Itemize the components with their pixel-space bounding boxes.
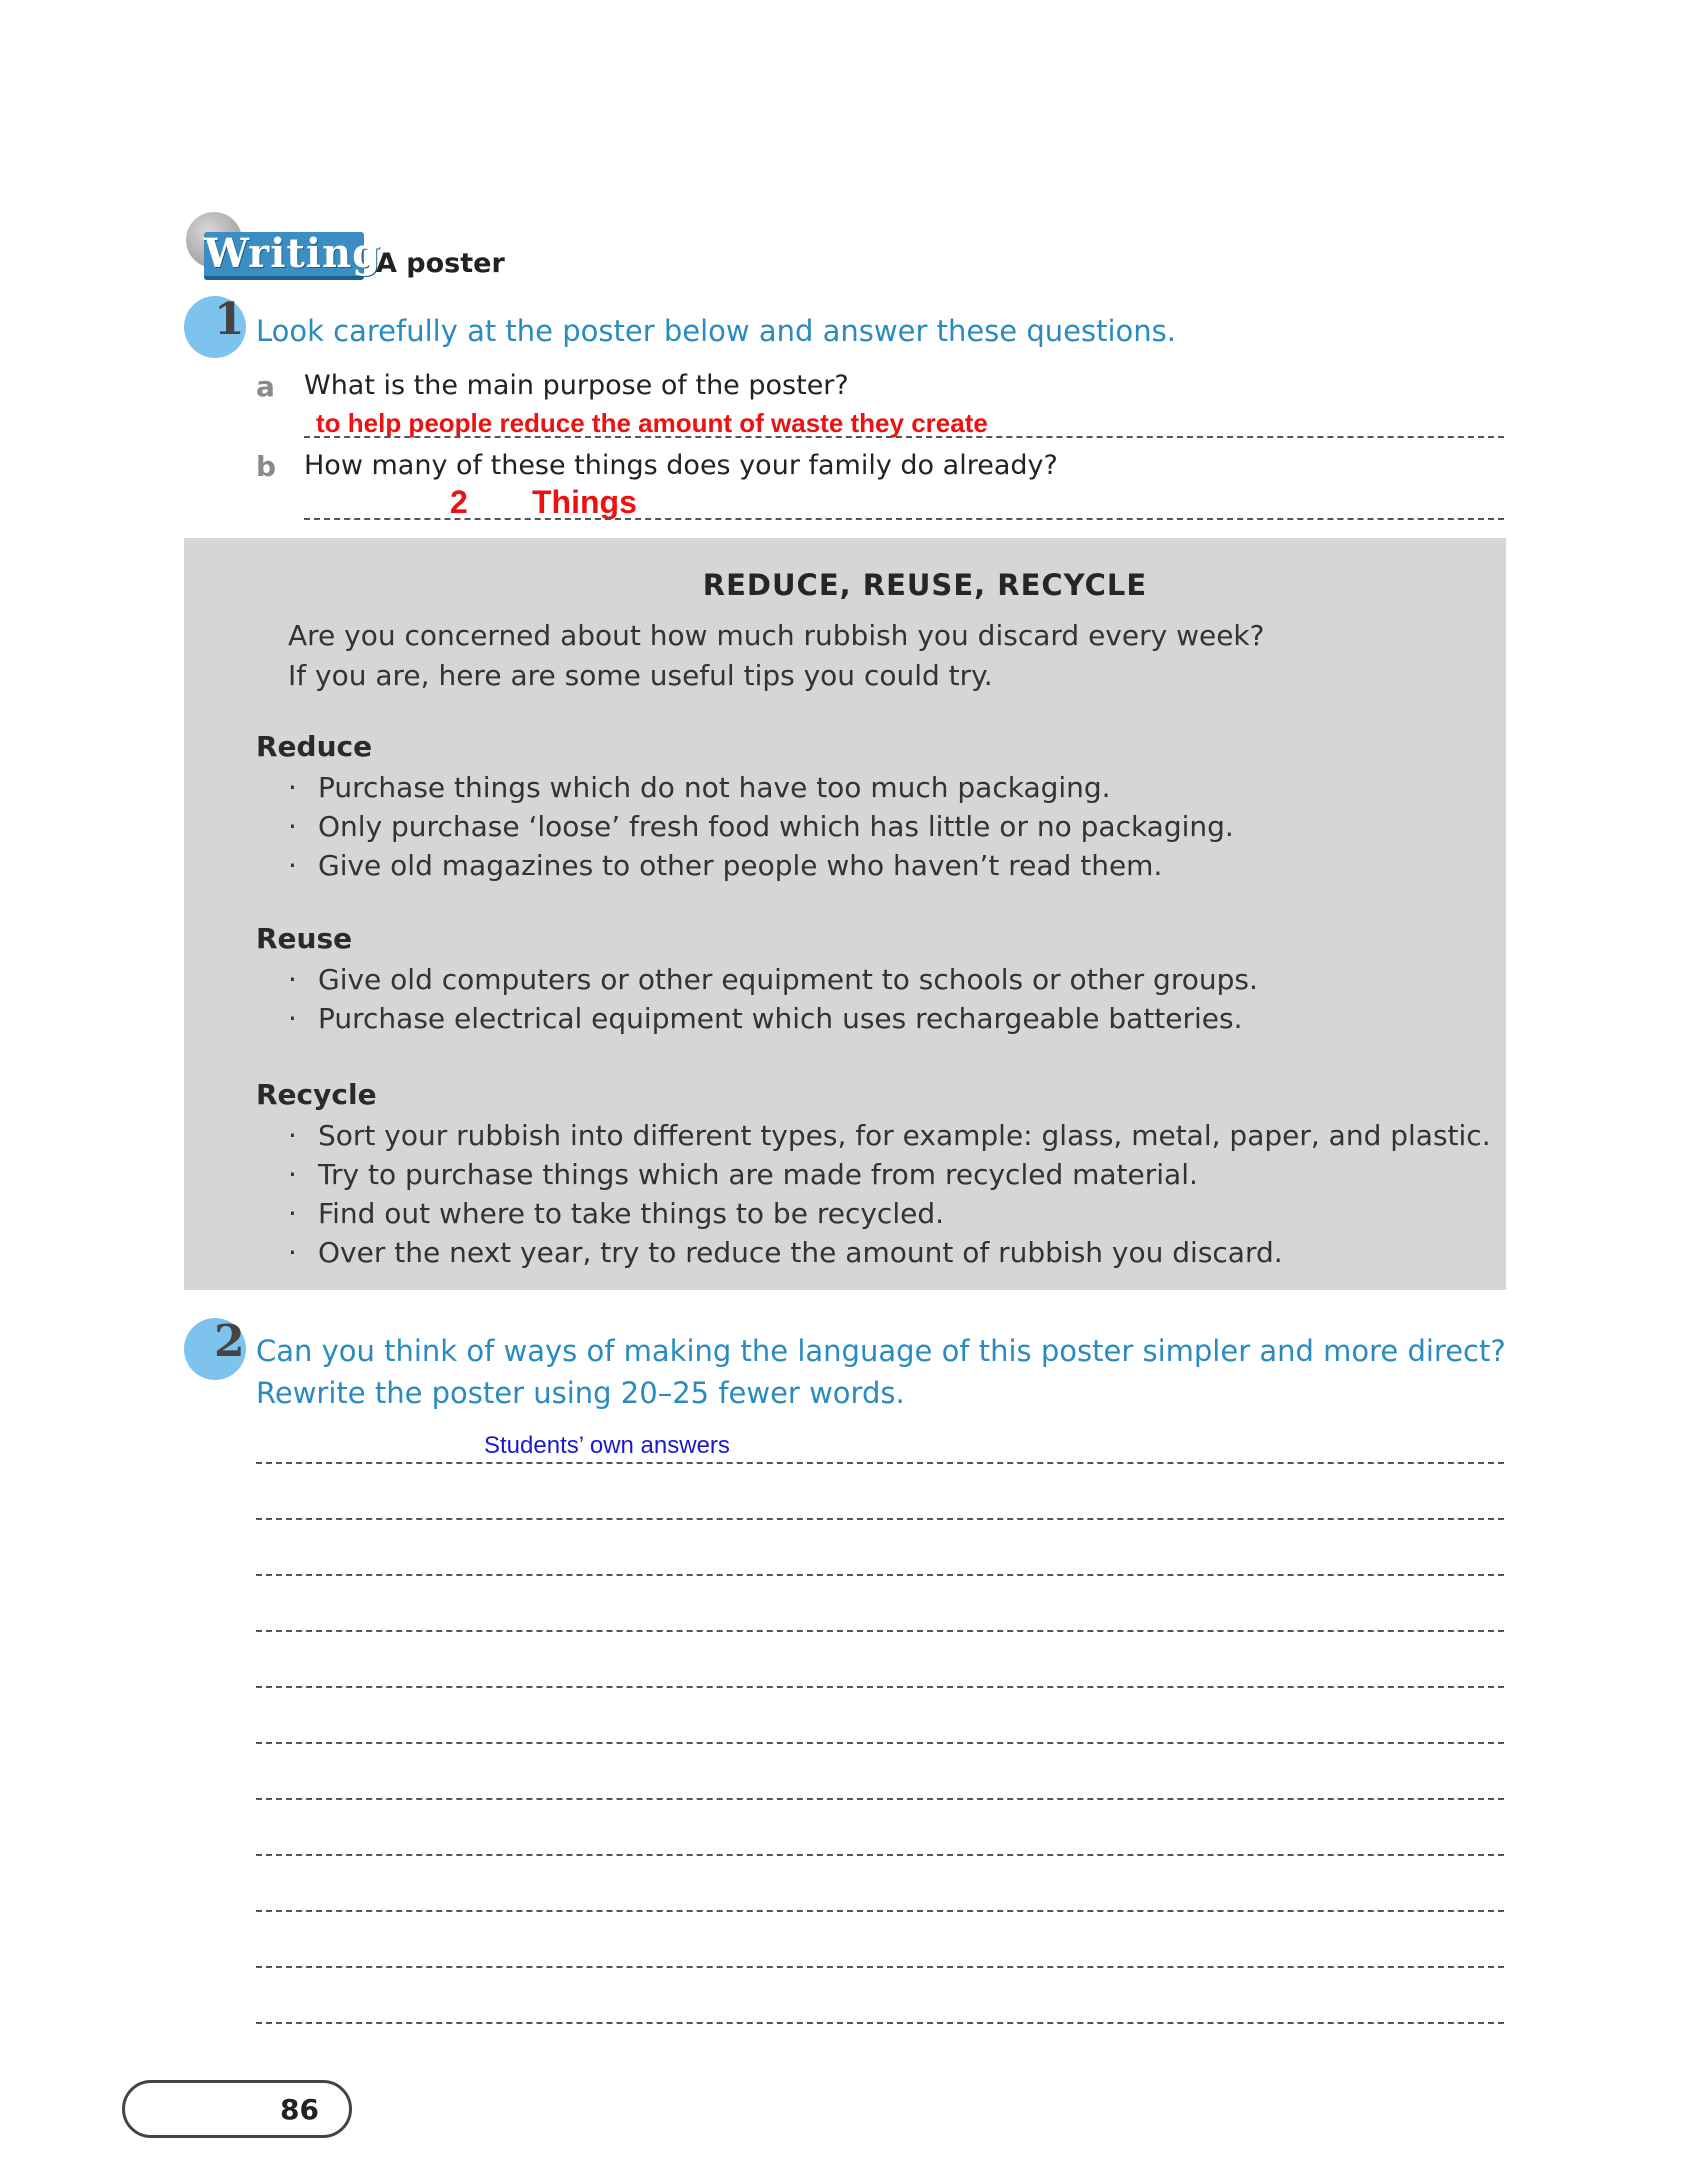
list-item: · Sort your rubbish into different types, for example: glass, metal, paper, and plastic.	[288, 1116, 1491, 1155]
list-item: · Give old computers or other equipment to schools or other groups.	[288, 960, 1258, 999]
list-item: · Try to purchase things which are made from recycled material.	[288, 1155, 1491, 1194]
writing-line[interactable]	[256, 1966, 1504, 1968]
writing-line[interactable]	[256, 1574, 1504, 1576]
poster-title: REDUCE, REUSE, RECYCLE	[702, 568, 1148, 602]
writing-line[interactable]	[256, 1630, 1504, 1632]
reuse-list	[288, 960, 1258, 1038]
question-a-letter: a	[256, 370, 275, 403]
question-b-letter: b	[256, 450, 277, 483]
writing-line[interactable]	[256, 1462, 1504, 1464]
writing-line[interactable]	[256, 1910, 1504, 1912]
answer-line-b	[304, 518, 1504, 520]
poster-intro-line-2: If you are, here are some useful tips you could try.	[288, 659, 993, 692]
poster-intro-line-1: Are you concerned about how much rubbish you discard every week?	[288, 619, 1265, 652]
task-2-heading	[256, 1330, 1506, 1414]
page-number: 86	[280, 2093, 319, 2126]
task-1-heading: Look carefully at the poster below and answer these questions.	[256, 314, 1176, 348]
list-item: · Give old magazines to other people who haven’t read them.	[288, 846, 1234, 885]
list-item: · Only purchase ‘loose’ fresh food which has little or no packaging.	[288, 807, 1234, 846]
section-title: A poster	[376, 248, 505, 279]
recycle-list	[288, 1116, 1491, 1272]
question-b-text: How many of these things does your family do already?	[304, 450, 1058, 481]
reduce-heading: Reduce	[256, 730, 373, 763]
writing-line[interactable]	[256, 1518, 1504, 1520]
writing-line[interactable]	[256, 1798, 1504, 1800]
writing-line[interactable]	[256, 1742, 1504, 1744]
list-item: · Over the next year, try to reduce the amount of rubbish you discard.	[288, 1233, 1491, 1272]
question-a-answer[interactable]: to help people reduce the amount of waste they create	[316, 408, 988, 438]
recycle-heading: Recycle	[256, 1078, 377, 1111]
writing-line[interactable]	[256, 2022, 1504, 2024]
writing-section-logo	[186, 212, 382, 280]
poster-intro	[288, 616, 1265, 696]
logo-text: Writing	[204, 230, 382, 277]
task-2-badge	[184, 1318, 248, 1382]
task-number: 2	[214, 1316, 245, 1367]
question-b-answer-number[interactable]: 2	[450, 484, 468, 520]
list-item: · Purchase things which do not have too much packaging.	[288, 768, 1234, 807]
writing-line[interactable]	[256, 1854, 1504, 1856]
list-item: · Purchase electrical equipment which uses rechargeable batteries.	[288, 999, 1258, 1038]
task-2-heading-line-1: Can you think of ways of making the language of this poster simpler and more direct?	[256, 1334, 1506, 1368]
reuse-heading: Reuse	[256, 922, 353, 955]
poster-box	[184, 538, 1506, 1290]
task-2-answer[interactable]: Students’ own answers	[484, 1432, 730, 1459]
task-2-heading-line-2: Rewrite the poster using 20–25 fewer words.	[256, 1376, 905, 1410]
task-number: 1	[214, 294, 245, 345]
answer-line-a	[304, 436, 1504, 438]
list-item: · Find out where to take things to be recycled.	[288, 1194, 1491, 1233]
page-number-pill	[122, 2080, 352, 2138]
reduce-list	[288, 768, 1234, 885]
task-1-badge	[184, 296, 248, 360]
writing-line[interactable]	[256, 1686, 1504, 1688]
question-a-text: What is the main purpose of the poster?	[304, 370, 849, 401]
question-b-answer-word[interactable]: Things	[532, 484, 637, 520]
